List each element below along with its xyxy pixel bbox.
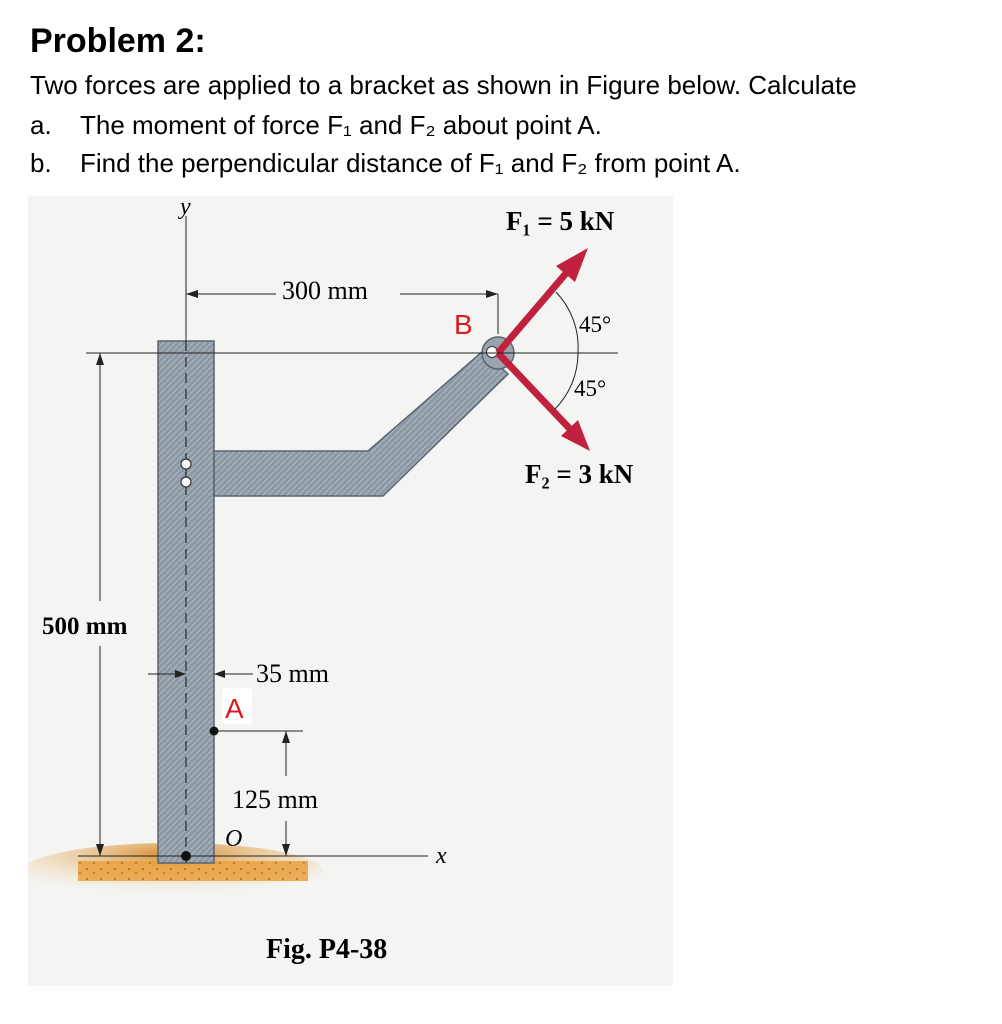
bolt-upper	[181, 459, 191, 469]
bolt-lower	[181, 477, 191, 487]
item-b-marker: b.	[30, 148, 52, 178]
origin-label: O	[225, 826, 243, 852]
point-a-dot	[210, 727, 219, 736]
dim-300-label: 300 mm	[282, 276, 368, 305]
problem-heading: Problem 2:	[30, 22, 206, 60]
item-a-text: The moment of force F₁ and F₂ about point A.	[80, 110, 602, 140]
origin-dot	[181, 851, 191, 861]
problem-item-a	[30, 110, 602, 141]
dim-35-label: 35 mm	[256, 659, 329, 688]
item-b-text: Find the perpendicular distance of F₁ and F₂ from point A.	[80, 148, 741, 178]
problem-intro: Two forces are applied to a bracket as shown in Figure below. Calculate	[30, 70, 857, 100]
point-b-label: B	[454, 309, 473, 340]
axis-x-label: x	[436, 843, 447, 869]
force1-label: F₁ = 5 kN	[506, 206, 615, 236]
dim-500-label: 500 mm	[42, 613, 128, 640]
figure-caption: Fig. P4-38	[266, 934, 388, 965]
angle2-label: 45°	[574, 376, 607, 401]
angle1-label: 45°	[579, 312, 612, 337]
point-b-pin	[487, 347, 498, 358]
point-a-label: A	[225, 693, 244, 724]
ground-soil	[78, 861, 308, 881]
problem-item-b	[30, 148, 741, 179]
dim-125-label: 125 mm	[232, 785, 318, 814]
force2-label: F₂ = 3 kN	[525, 459, 634, 489]
bracket-diagram	[28, 196, 673, 986]
axis-y-label: y	[180, 196, 191, 220]
bracket-figure	[28, 196, 673, 986]
item-a-marker: a.	[30, 110, 52, 140]
